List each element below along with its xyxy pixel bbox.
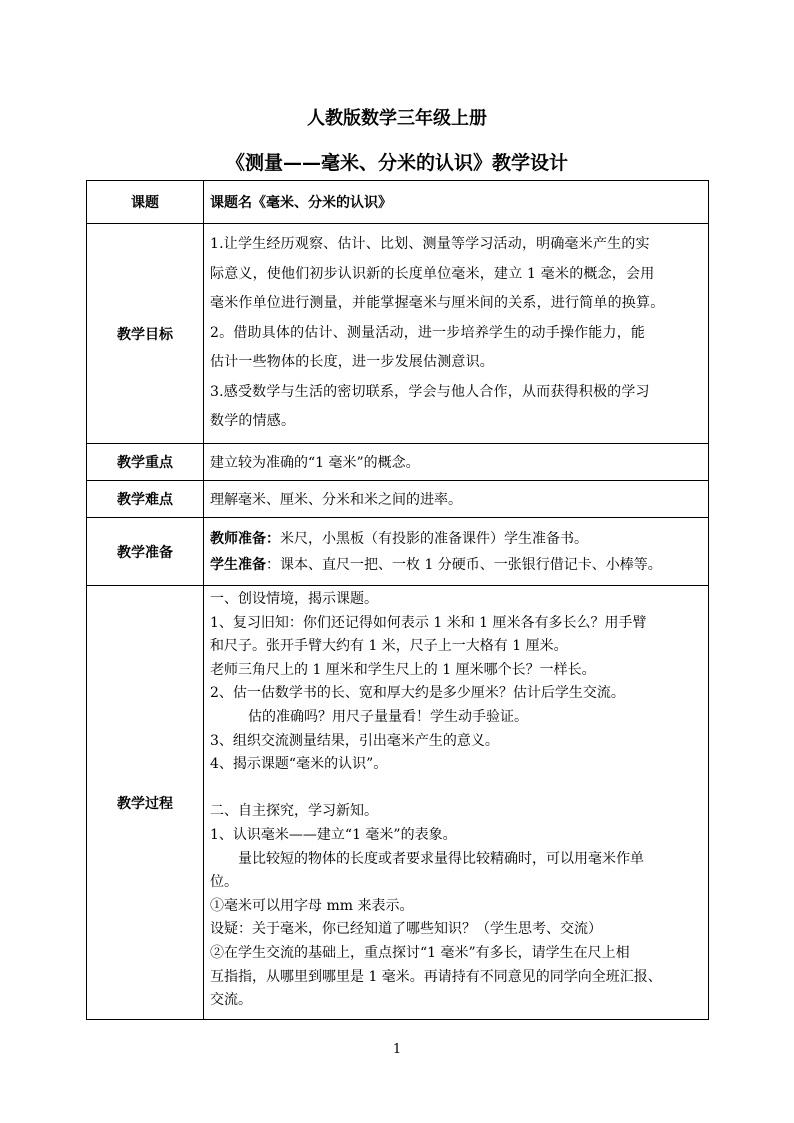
- student-preparation: [210, 552, 702, 578]
- process-line: 一、创设情境，揭示课题。: [210, 591, 378, 607]
- process-line: ①毫米可以用字母 mm 来表示。: [210, 897, 414, 914]
- process-line: 1、复习旧知：你们还记得如何表示 1 米和 1 厘米各有多长么？用手臂: [210, 614, 647, 631]
- process-line: 位。: [210, 874, 238, 891]
- goals-line: 1.让学生经历观察、估计、比划、测量等学习活动，明确毫米产生的实: [210, 236, 650, 253]
- difficulty-value: 理解毫米、厘米、分米和米之间的进率。: [204, 481, 709, 518]
- goals-line: 毫米作单位进行测量，并能掌握毫米与厘米间的关系，进行简单的换算。: [210, 295, 665, 312]
- topic-label: 课题: [87, 181, 204, 224]
- goals-line: 际意义，使他们初步认识新的长度单位毫米，建立 1 毫米的概念，会用: [210, 265, 655, 282]
- process-line: 设疑：关于毫米，你已经知道了哪些知识？（学生思考、交流）: [210, 921, 602, 938]
- teacher-preparation-value: 米尺，小黑板（有投影的准备课件）学生准备书。: [280, 530, 588, 547]
- teacher-preparation-label: 教师准备：: [210, 530, 280, 547]
- process-line: 量比较短的物体的长度或者要求量得比较精确时，可以用毫米作单: [238, 850, 644, 867]
- preparation-label: 教学准备: [87, 518, 204, 586]
- goals-line: 2。借助具体的估计、测量活动，进一步培养学生的动手操作能力，能: [210, 324, 646, 341]
- table-row-topic: [87, 181, 709, 224]
- table-row-difficulty: [87, 481, 709, 518]
- process-line: 交流。: [210, 992, 252, 1009]
- process-line: ②在学生交流的基础上，重点探讨“1 毫米”有多长，请学生在尺上相: [210, 944, 630, 961]
- process-content: [204, 586, 709, 1020]
- goals-line: 估计一些物体的长度，进一步发展估测意识。: [210, 354, 494, 371]
- table-row-preparation: [87, 518, 709, 586]
- goals-line: 数学的情感。: [210, 413, 296, 430]
- page-number: 1: [392, 1042, 402, 1057]
- difficulty-label: 教学难点: [87, 481, 204, 518]
- goals-label: 教学目标: [87, 224, 204, 444]
- process-blank-line: [210, 777, 702, 801]
- document-title-line2: 《测量——毫米、分米的认识》教学设计: [225, 152, 568, 174]
- table-row-key-point: [87, 444, 709, 481]
- student-preparation-value: ：课本、直尺一把、一枚 1 分硬币、一张银行借记卡、小棒等。: [266, 556, 662, 573]
- table-row-process: [87, 586, 709, 1020]
- key-point-value: 建立较为准确的“1 毫米”的概念。: [204, 444, 709, 481]
- student-preparation-label: 学生准备: [210, 556, 266, 573]
- process-line: 老师三角尺上的 1 厘米和学生尺上的 1 厘米哪个长？一样长。: [210, 661, 596, 678]
- teacher-preparation: [210, 526, 702, 552]
- process-line: 4、揭示课题“毫米的认识”。: [210, 756, 388, 773]
- process-line: 和尺子。张开手臂大约有 1 米，尺子上一大格有 1 厘米。: [210, 638, 568, 655]
- table-row-goals: [87, 224, 709, 444]
- process-line: 估的准确吗？用尺子量量看！学生动手验证。: [248, 708, 528, 725]
- key-point-label: 教学重点: [87, 444, 204, 481]
- process-line: 互指指，从哪里到哪里是 1 毫米。再请持有不同意见的同学向全班汇报、: [210, 968, 662, 985]
- process-line: 2、估一估数学书的长、宽和厚大约是多少厘米？估计后学生交流。: [210, 685, 625, 702]
- process-label: 教学过程: [87, 586, 204, 1020]
- preparation-content: [204, 518, 709, 586]
- topic-value: 课题名《毫米、分米的认识》: [204, 181, 709, 224]
- lesson-plan-table: [86, 180, 709, 1020]
- goals-content: [204, 224, 709, 444]
- process-line: 3、组织交流测量结果，引出毫米产生的意义。: [210, 732, 499, 749]
- process-line: 二、自主探究，学习新知。: [210, 803, 378, 820]
- process-line: 1、认识毫米——建立“1 毫米”的表象。: [210, 826, 457, 843]
- goals-line: 3.感受数学与生活的密切联系，学会与他人合作，从而获得积极的学习: [210, 383, 650, 400]
- document-title-line1: 人教版数学三年级上册: [307, 108, 487, 129]
